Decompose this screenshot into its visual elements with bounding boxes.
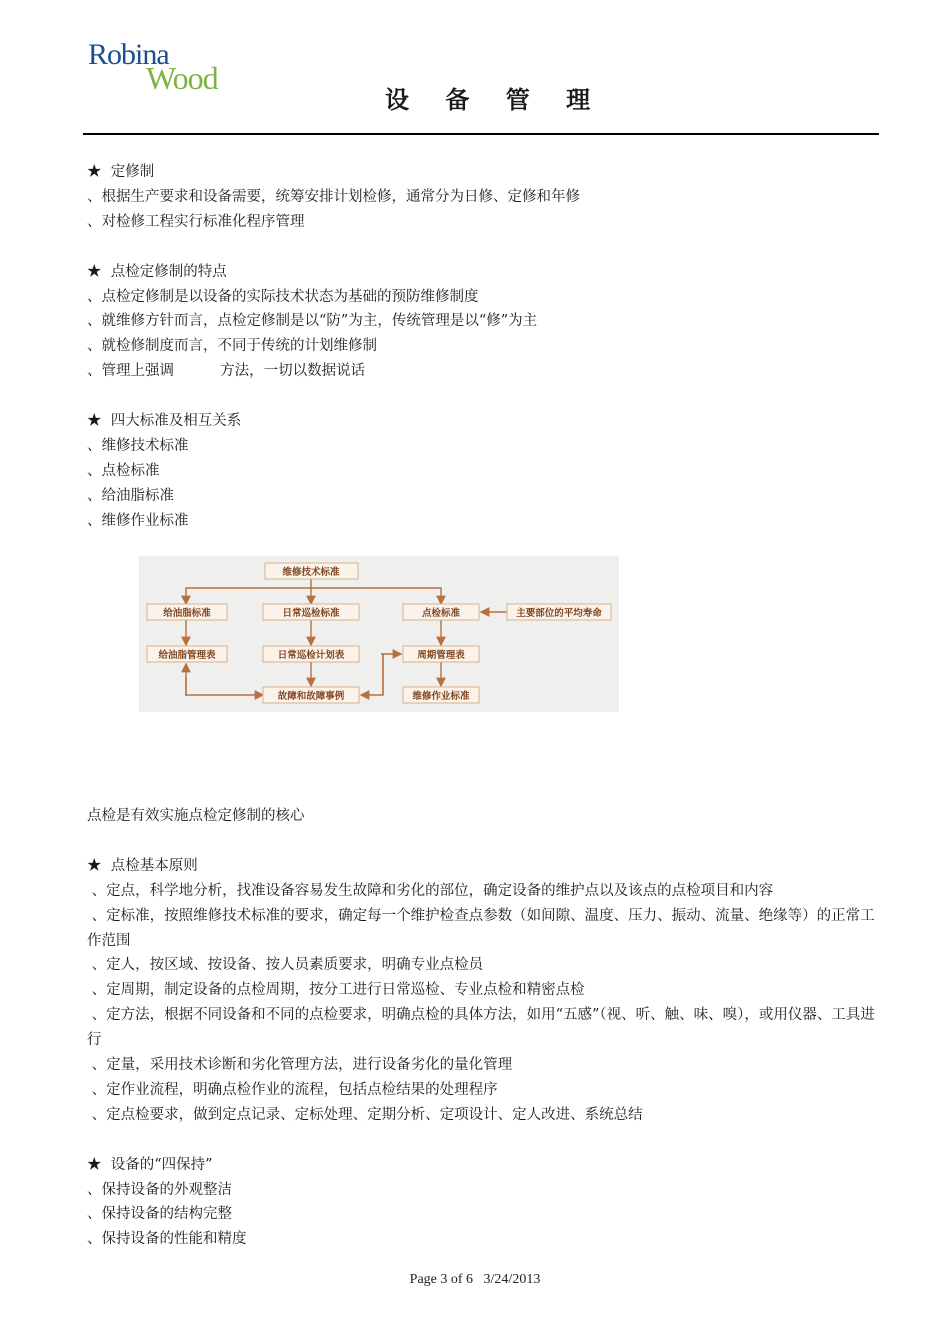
list-item: 、定点检要求，做到定点记录、定标处理、定期分析、定项设计、定人改进、系统总结	[91, 1106, 643, 1123]
page-number: Page 3 of 6	[409, 1272, 474, 1287]
logo-text-wood: Wood	[146, 60, 218, 96]
list-item: 、定周期，制定设备的点检周期，按分工进行日常巡检、专业点检和精密点检	[91, 982, 585, 999]
list-item: 、定人，按区域、按设备、按人员素质要求，明确专业点检员	[91, 957, 484, 974]
section-heading: ★ 点检基本原则	[87, 857, 198, 874]
list-item: 、保持设备的性能和精度	[87, 1231, 247, 1248]
section-heading: ★ 设备的“四保持”	[87, 1156, 213, 1173]
list-item: 、管理上强调 方法，一切以数据说话	[87, 363, 366, 380]
star-icon: ★	[87, 1156, 102, 1173]
box-maint-work-std: 维修作业标准	[412, 691, 470, 702]
box-key-parts-life: 主要部位的平均寿命	[516, 608, 602, 619]
diagram-boxes	[147, 563, 611, 703]
list-item: 、维修作业标准	[87, 512, 189, 529]
star-icon: ★	[87, 164, 102, 180]
header-divider	[83, 133, 879, 135]
box-inspection-std: 点检标准	[421, 608, 461, 619]
box-grease-std: 给油脂标准	[163, 608, 211, 619]
list-item: 、定量，采用技术诊断和劣化管理方法，进行设备劣化的量化管理	[91, 1057, 513, 1074]
standards-relationship-diagram	[139, 556, 619, 712]
list-item: 、维修技术标准	[87, 437, 189, 454]
star-icon: ★	[87, 263, 102, 280]
box-daily-patrol-std: 日常巡检标准	[282, 608, 340, 619]
list-item: 、保持设备的外观整洁	[87, 1181, 232, 1198]
list-item: 、点检定修制是以设备的实际技术状态为基础的预防维修制度	[87, 288, 479, 305]
list-item: 、保持设备的结构完整	[87, 1206, 232, 1223]
star-icon: ★	[87, 413, 102, 430]
list-item: 、点检标准	[87, 462, 160, 479]
company-logo	[88, 38, 253, 94]
logo-text-robina: Robina	[88, 38, 169, 71]
section-heading: ★ 点检定修制的特点	[87, 263, 227, 280]
list-item: 、根据生产要求和设备需要，统筹安排计划检修，通常分为日修、定修和年修	[87, 188, 580, 205]
box-periodic-table: 周期管理表	[417, 650, 465, 661]
box-daily-patrol-plan: 日常巡检计划表	[277, 650, 345, 661]
page-content	[87, 160, 882, 534]
section-heading: ★ 定修制	[87, 164, 155, 180]
list-item: 、给油脂标准	[87, 487, 174, 504]
list-item: 、就维修方针而言，点检定修制是以“防”为主，传统管理是以“修”为主	[87, 313, 538, 330]
list-item: 、定方法，根据不同设备和不同的点检要求，明确点检的具体方法，如用“五感”（视、听、触、味、嗅），或用仪器、工具进行	[87, 1007, 875, 1049]
list-item: 、定标准，按照维修技术标准的要求，确定每一个维护检查点参数（如间隙、温度、压力、振动、流量、绝缘等）的正常工作范围	[87, 907, 875, 949]
list-item: 、定点，科学地分析，找准设备容易发生故障和劣化的部位，确定设备的维护点以及该点的点检项目和内容	[91, 882, 774, 899]
document-title: 设 备 管 理	[385, 85, 605, 114]
box-maint-tech-std: 维修技术标准	[282, 567, 340, 578]
star-icon: ★	[87, 857, 102, 874]
list-item: 、对检修工程实行标准化程序管理	[87, 213, 305, 230]
page-content-lower	[87, 804, 882, 1252]
box-fault-cases: 故障和故障事例	[277, 691, 345, 702]
section-heading: ★ 四大标准及相互关系	[87, 413, 242, 430]
footer-date: 3/24/2013	[483, 1272, 541, 1287]
core-statement: 点检是有效实施点检定修制的核心	[87, 808, 305, 824]
list-item: 、就检修制度而言，不同于传统的计划维修制	[87, 338, 377, 355]
page-footer	[0, 1272, 950, 1288]
box-grease-table: 给油脂管理表	[158, 650, 216, 661]
list-item: 、定作业流程，明确点检作业的流程，包括点检结果的处理程序	[91, 1081, 498, 1098]
